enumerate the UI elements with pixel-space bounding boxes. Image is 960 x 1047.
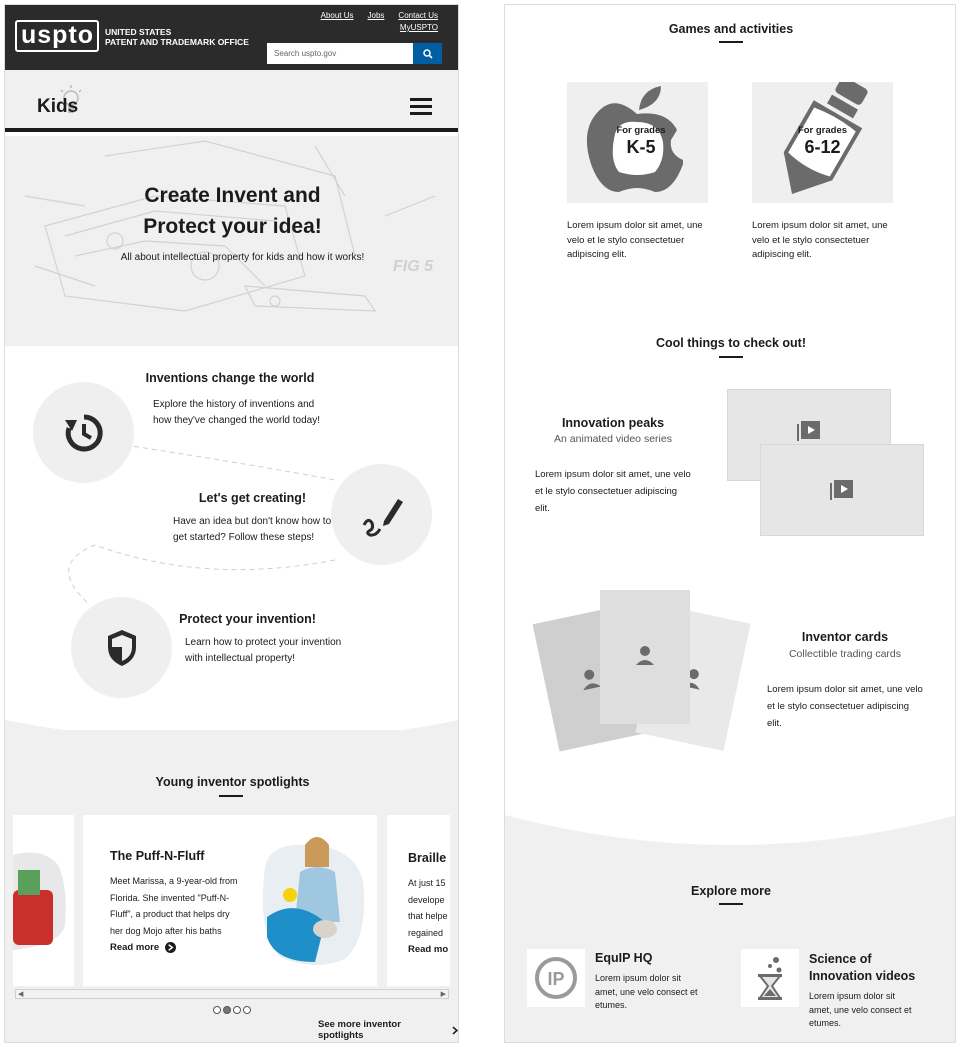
- spotlight-line: Meet Marissa, a 9-year-old from: [110, 876, 238, 886]
- spotlight-card-prev[interactable]: [13, 815, 74, 986]
- search-icon: [423, 49, 433, 59]
- grades-612-card[interactable]: [752, 82, 893, 203]
- spotlight-line: Florida. She invented "Puff-N-: [110, 892, 230, 903]
- search-input[interactable]: Search uspto.gov: [267, 43, 413, 64]
- carousel-dot-active[interactable]: [223, 1006, 231, 1014]
- science-title-line: Science of: [809, 952, 872, 966]
- spotlight-line: her dog Mojo after his baths: [110, 925, 222, 936]
- inventor-photo: [255, 827, 369, 967]
- innovation-peaks-title[interactable]: Innovation peaks: [561, 416, 665, 430]
- spotlight-line: Fluff", a product that helps dry: [110, 909, 230, 919]
- chevron-right-icon: [452, 1026, 458, 1035]
- inventor-cards-illustration: [533, 588, 758, 758]
- spotlight-line: develope: [408, 894, 445, 905]
- 612-description: [752, 219, 912, 263]
- inventor-cards-title[interactable]: Inventor cards: [801, 630, 889, 644]
- prev-inventor-photo: [13, 815, 74, 986]
- step-2-title[interactable]: Let's get creating!: [198, 491, 307, 505]
- cool-things-heading: Cool things to check out!: [656, 336, 806, 350]
- equip-line: amet, une velo consect et: [595, 986, 698, 997]
- innovation-peaks-subtitle: An animated video series: [554, 433, 672, 445]
- shield-icon: [105, 628, 139, 668]
- games-heading: Games and activities: [668, 22, 794, 36]
- step-1-line-1: Explore the history of inventions and: [153, 399, 315, 410]
- create-icon-circle[interactable]: [331, 464, 432, 565]
- spotlight-title: The Puff-N-Fluff: [110, 849, 205, 863]
- ip-badge-text: IP: [547, 969, 565, 989]
- history-icon: [62, 411, 106, 455]
- site-header: [5, 5, 459, 70]
- peaks-line: et le stylo consectetuer adipiscing: [535, 486, 678, 497]
- protect-icon-circle[interactable]: [71, 597, 172, 698]
- uspto-logo[interactable]: uspto: [15, 20, 99, 52]
- k5-line: adipiscing elit.: [567, 249, 627, 260]
- equip-line: etumes.: [595, 1000, 628, 1010]
- scroll-left-icon[interactable]: ◀: [18, 991, 24, 998]
- equip-line: Lorem ipsum dolor sit: [595, 973, 682, 983]
- jobs-link[interactable]: Jobs: [367, 11, 385, 20]
- science-line: etumes.: [809, 1018, 842, 1028]
- k5-line: Lorem ipsum dolor sit amet, une: [567, 220, 703, 231]
- science-title[interactable]: [809, 951, 915, 985]
- 612-level: 6-12: [804, 137, 841, 157]
- contact-us-link[interactable]: Contact Us: [398, 11, 438, 20]
- inventor-cards-subtitle: Collectible trading cards: [788, 648, 902, 660]
- spotlight-description-next: [408, 875, 450, 941]
- k5-level: K-5: [626, 137, 656, 157]
- spotlight-line: that helpe: [408, 911, 448, 921]
- hero-title-line-1: Create Invent and: [144, 184, 321, 207]
- spotlight-description: [110, 873, 260, 939]
- video-play-icon: [830, 480, 854, 500]
- step-3-line-1: Learn how to protect your invention: [185, 637, 342, 648]
- hourglass-icon: [750, 956, 790, 1000]
- step-3-text: [185, 635, 385, 667]
- step-1-line-2: how they've changed the world today!: [153, 415, 321, 426]
- k5-line: velo et le stylo consectetuer: [567, 234, 685, 246]
- k5-description: [567, 219, 727, 263]
- carousel-dots: [213, 1006, 251, 1014]
- hamburger-menu-icon[interactable]: [410, 98, 432, 119]
- hero-subtitle: All about intellectual property for kids and how it works!: [120, 252, 365, 263]
- cards-line: Lorem ipsum dolor sit amet, une velo: [767, 684, 923, 695]
- spotlight-card-puff-n-fluff[interactable]: [83, 815, 377, 986]
- history-icon-circle[interactable]: [33, 382, 134, 483]
- peaks-line: Lorem ipsum dolor sit amet, une velo: [535, 469, 691, 480]
- read-more-label: Read more: [110, 942, 160, 953]
- 612-line: Lorem ipsum dolor sit amet, une: [752, 220, 888, 231]
- hero-title: [5, 180, 459, 242]
- science-line: amet, une velo consect et: [809, 1004, 912, 1015]
- step-3-line-2: with intellectual property!: [185, 653, 296, 664]
- step-2-line-1: Have an idea but don't know how to: [173, 516, 332, 527]
- 612-line: velo et le stylo consectetuer: [752, 234, 870, 246]
- cards-line: et le stylo consectetuer adipiscing: [767, 701, 910, 712]
- step-3-title[interactable]: Protect your invention!: [179, 612, 316, 626]
- 612-line: adipiscing elit.: [752, 249, 812, 260]
- step-1-title[interactable]: Inventions change the world: [145, 371, 315, 385]
- inventor-cards-text: [767, 681, 952, 732]
- science-line: Lorem ipsum dolor sit: [809, 991, 896, 1001]
- about-us-link[interactable]: About Us: [320, 11, 354, 20]
- k5-grades-label: For grades: [616, 125, 666, 136]
- agency-line-1: UNITED STATES: [105, 27, 172, 37]
- heading-rule: [719, 356, 743, 358]
- science-title-line: Innovation videos: [809, 969, 916, 983]
- read-more-link[interactable]: [110, 942, 176, 953]
- pencil-scribble-icon: [358, 491, 406, 539]
- read-more-link-next[interactable]: Read mo: [408, 944, 449, 955]
- science-tile[interactable]: [741, 949, 799, 1007]
- see-more-spotlights-link[interactable]: [318, 1019, 458, 1041]
- innovation-peaks-text: [535, 466, 715, 517]
- carousel-dot[interactable]: [243, 1006, 251, 1014]
- 612-grades-label: For grades: [797, 125, 848, 136]
- heading-rule: [719, 41, 743, 43]
- myuspto-link[interactable]: MyUSPTO: [399, 23, 438, 32]
- carousel-dot[interactable]: [233, 1006, 241, 1014]
- spotlight-title-next: Braille: [408, 851, 447, 865]
- equip-tile[interactable]: [527, 949, 585, 1007]
- step-2-text: [173, 514, 338, 546]
- top-links: [321, 11, 438, 20]
- spotlight-card-braille[interactable]: [387, 815, 450, 986]
- heading-rule: [719, 903, 743, 905]
- equip-text: [595, 972, 725, 1013]
- agency-name: [105, 27, 249, 47]
- kids-bar: [5, 70, 459, 132]
- video-play-icon: [797, 421, 821, 441]
- grades-k5-card[interactable]: [567, 82, 708, 203]
- cards-line: elit.: [767, 718, 782, 729]
- science-text: [809, 990, 944, 1031]
- carousel-dot[interactable]: [213, 1006, 221, 1014]
- spotlight-line: regained: [408, 927, 444, 938]
- hero-section: [5, 136, 459, 346]
- equip-title[interactable]: EquIP HQ: [595, 951, 653, 965]
- explore-heading: Explore more: [691, 884, 771, 898]
- peaks-line: elit.: [535, 503, 550, 514]
- spotlights-heading: Young inventor spotlights: [155, 775, 310, 789]
- right-panel: [504, 4, 956, 1043]
- step-1-text: [153, 397, 353, 429]
- heading-rule: [219, 795, 243, 797]
- arrow-circle-right-icon: [165, 942, 176, 953]
- step-2-line-2: get started? Follow these steps!: [173, 532, 315, 543]
- agency-line-2: PATENT AND TRADEMARK OFFICE: [105, 37, 249, 47]
- kids-title[interactable]: Kids: [37, 96, 79, 117]
- carousel-scrollbar[interactable]: [15, 989, 449, 999]
- spotlight-line: At just 15: [408, 878, 446, 888]
- left-panel: [4, 4, 459, 1043]
- scroll-right-icon[interactable]: ▶: [440, 991, 446, 998]
- hero-title-line-2: Protect your idea!: [143, 215, 322, 238]
- video-thumbnail-front[interactable]: [760, 444, 924, 536]
- search-button[interactable]: [413, 43, 442, 64]
- see-more-label: See more inventor spotlights: [318, 1019, 401, 1041]
- ip-badge-icon: [534, 956, 578, 1000]
- fig-label: FIG 5: [393, 258, 434, 275]
